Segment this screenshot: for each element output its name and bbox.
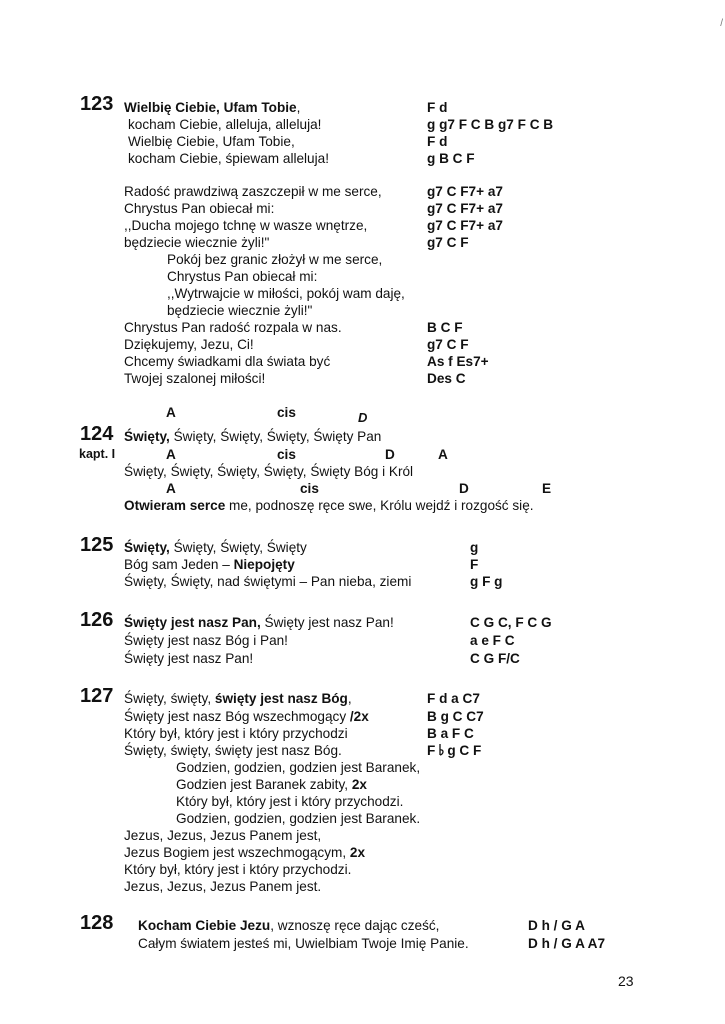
lyric-text: ,: [347, 691, 352, 706]
chord: cis: [277, 405, 296, 420]
chord: F: [427, 743, 436, 758]
chord-line: g7 C F7+ a7: [427, 184, 503, 199]
chord-line: g7 C F7+ a7: [427, 218, 503, 233]
lyric-bold: Wielbię Ciebie, Ufam Tobie: [124, 100, 297, 115]
lyric-bold: Kocham Ciebie Jezu: [138, 918, 271, 933]
lyric-bold: /2x: [349, 709, 369, 724]
chord-line: D h / G A: [528, 918, 585, 933]
lyric-bold: 2x: [349, 845, 366, 860]
song-number: 123: [80, 93, 114, 115]
lyric-line: kocham Ciebie, śpiewam alleluja!: [128, 151, 329, 166]
lyric-text: me, podnoszę ręce swe, Królu wejdź i rozgość się.: [225, 498, 534, 513]
chord: cis: [300, 481, 319, 496]
chord-line: g7 C F: [427, 235, 469, 250]
lyric-text: Święty, Święty, Święty: [169, 540, 307, 555]
lyric-line: Święty jest nasz Pan!: [124, 651, 254, 666]
lyric-line: Który był, który jest i który przychodzi.: [176, 794, 404, 809]
chord: cis: [277, 447, 296, 462]
chord-line: Des C: [427, 371, 466, 386]
lyric-line: Twojej szalonej miłości!: [124, 371, 266, 386]
chord-line: g: [470, 540, 479, 555]
lyric-line: Radość prawdziwą zaszczepił w me serce,: [124, 184, 382, 199]
chord-line: g7 C F: [427, 337, 469, 352]
lyric-line: [124, 99, 300, 116]
lyric-text: Święty jest nasz Bóg wszechmogący: [124, 709, 350, 724]
lyric-text: Jezus Bogiem jest wszechmogącym,: [124, 845, 350, 860]
chord-line: g7 C F7+ a7: [427, 201, 503, 216]
chord-line: C G F/C: [470, 651, 520, 666]
lyric-line: [138, 917, 439, 934]
lyric-line: [124, 614, 394, 631]
lyric-line: [124, 497, 534, 514]
chord: g C F: [447, 743, 482, 758]
song-number: 128: [80, 912, 114, 934]
chord: D: [459, 481, 469, 496]
lyric-line: Chrystus Pan radość rozpala w nas.: [124, 320, 342, 335]
song-number: 125: [80, 534, 114, 556]
lyric-text: Święty jest nasz Pan!: [260, 615, 394, 630]
lyric-text: Godzien jest Baranek zabity,: [176, 777, 352, 792]
lyric-line: Pokój bez granic złożył w me serce,: [167, 252, 383, 267]
lyric-line: Który był, który jest i który przychodzi.: [124, 862, 352, 877]
lyric-line: Który był, który jest i który przychodzi: [124, 726, 348, 741]
chord-line: [427, 742, 481, 759]
lyric-line: Chrystus Pan obiecał mi:: [167, 269, 318, 284]
chord-line: D h / G A A7: [528, 936, 606, 951]
song-number: 127: [80, 685, 114, 707]
lyric-line: Święty, święty, święty jest nasz Bóg.: [124, 743, 342, 758]
lyric-line: Całym światem jesteś mi, Uwielbiam Twoje Imię Panie.: [138, 936, 469, 951]
lyric-line: Dziękujemy, Jezu, Ci!: [124, 337, 254, 352]
chord-line: g F g: [470, 574, 503, 589]
chord: A: [166, 481, 176, 496]
lyric-text: Święty, Święty, Święty, Święty Pan: [169, 429, 382, 444]
lyric-line: [176, 776, 367, 793]
lyric-line: [124, 556, 295, 573]
chord: D: [385, 447, 395, 462]
lyric-line: [124, 844, 365, 861]
chord-line: a e F C: [470, 633, 515, 648]
lyric-text: , wznoszę ręce dając cześć,: [270, 918, 440, 933]
lyric-bold: 2x: [351, 777, 367, 792]
lyric-bold: Niepojęty: [233, 557, 295, 572]
page-number: 23: [618, 973, 634, 989]
lyric-line: Jezus, Jezus, Jezus Panem jest,: [124, 828, 322, 843]
lyric-line: Wielbię Ciebie, Ufam Tobie,: [128, 134, 295, 149]
chord-line: g g7 F C B g7 F C B: [427, 117, 554, 132]
lyric-bold: Święty,: [124, 540, 170, 555]
chord: A: [166, 405, 176, 420]
lyric-bold: Święty jest nasz Pan,: [124, 615, 261, 630]
lyric-line: [124, 708, 369, 725]
chord-line: B a F C: [427, 726, 474, 741]
capo-note: kapt. I: [79, 447, 116, 461]
lyric-line: ,,Ducha mojego tchnę w wasze wnętrze,: [124, 218, 368, 233]
chord: A: [438, 447, 448, 462]
chord: E: [542, 481, 552, 496]
lyric-line: Godzien, godzien, godzien jest Baranek,: [176, 760, 421, 775]
chord-line: As f Es7+: [427, 354, 489, 369]
lyric-line: będziecie wiecznie żyli!": [167, 303, 313, 318]
chord-line: F: [470, 557, 479, 572]
lyric-line: będziecie wiecznie żyli!": [124, 235, 270, 250]
lyric-line: Chcemy świadkami dla świata być: [124, 354, 331, 369]
lyric-line: Jezus, Jezus, Jezus Panem jest.: [124, 879, 322, 894]
lyric-line: Święty, Święty, nad świętymi – Pan nieba, ziemi: [124, 574, 412, 589]
lyric-line: Święty, Święty, Święty, Święty, Święty Bóg i Król: [124, 464, 414, 479]
lyric-line: Godzien, godzien, godzien jest Baranek.: [176, 811, 421, 826]
lyric-text: Bóg sam Jeden –: [124, 557, 234, 572]
chord-line: g B C F: [427, 151, 475, 166]
chord: A: [166, 447, 176, 462]
lyric-text: Święty, święty,: [124, 691, 215, 706]
lyric-text: ,: [296, 100, 301, 115]
lyric-bold: Otwieram serce: [124, 498, 226, 513]
edge-mark: /: [720, 18, 723, 29]
chord-line: B g C C7: [427, 709, 484, 724]
chord-line: F d a C7: [427, 691, 480, 706]
lyric-line: ,,Wytrwajcie w miłości, pokój wam daję,: [167, 286, 405, 301]
lyric-line: Chrystus Pan obiecał mi:: [124, 201, 275, 216]
lyric-line: [124, 428, 381, 445]
chord-line: F d: [427, 134, 448, 149]
lyric-line: Święty jest nasz Bóg i Pan!: [124, 633, 288, 648]
lyric-line: [124, 539, 307, 556]
chord-line: B C F: [427, 320, 463, 335]
lyric-line: kocham Ciebie, alleluja, alleluja!: [128, 117, 322, 132]
chord-line: C G C, F C G: [470, 615, 552, 630]
song-number: 124: [80, 423, 114, 445]
handwritten-chord: D: [358, 410, 368, 425]
handwritten-flat-mark: [435, 743, 445, 757]
lyric-line: [124, 690, 352, 707]
lyric-bold: Święty,: [124, 429, 170, 444]
chord-line: F d: [427, 100, 448, 115]
song-number: 126: [80, 609, 114, 631]
lyric-bold: święty jest nasz Bóg: [214, 691, 348, 706]
